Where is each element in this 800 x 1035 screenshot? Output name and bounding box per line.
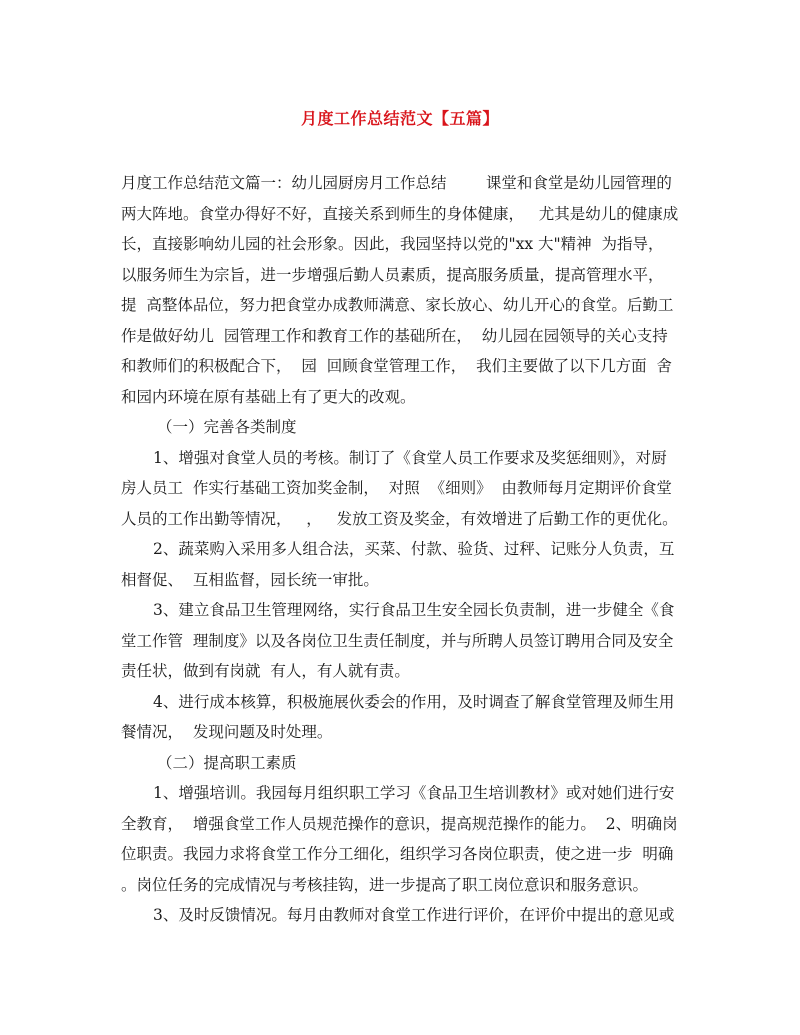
text-line: 全教育， 增强食堂工作人员规范操作的意识，提高规范操作的能力。 2、明确岗 bbox=[121, 814, 678, 833]
text-line: 位职责。我园力求将食堂工作分工细化，组织学习各岗位职责，使之进一步 明确 bbox=[121, 845, 674, 863]
text-line: 人员的工作出勤等情况， ， 发放工资及奖金，有效增进了后勤工作的更优化。 bbox=[121, 509, 678, 528]
text-line: 2、蔬菜购入采用多人组合法，买菜、付款、验货、过秤、记账分人负责，互 bbox=[153, 540, 675, 558]
text-line: 1、增强培训。我园每月组织职工学习《食品卫生培训教材》或对她们进行安 bbox=[153, 784, 675, 802]
text-line: 责任状，做到有岗就 有人，有人就有责。 bbox=[121, 662, 410, 680]
text-line: 3、及时反馈情况。每月由教师对食堂工作进行评价，在评价中提出的意见或 bbox=[153, 906, 675, 924]
text-line: 餐情况， 发现问题及时处理。 bbox=[121, 723, 333, 741]
section-heading: （二）提高职工素质 bbox=[157, 753, 297, 772]
text-line: 堂工作管 理制度》以及各岗位卫生责任制度，并与所聘人员签订聘用合同及安全 bbox=[121, 631, 674, 650]
section-heading: （一）完善各类制度 bbox=[157, 418, 297, 436]
text-line: 提 高整体品位，努力把食堂办成教师满意、家长放心、幼儿开心的食堂。后勤工 bbox=[121, 296, 674, 314]
text-line: 和园内环境在原有基础上有了更大的改观。 bbox=[121, 387, 416, 406]
text-line: 月度工作总结范文篇一：幼儿园厨房月工作总结 课堂和食堂是幼儿园管理的 bbox=[121, 174, 672, 192]
text-line: 两大阵地。食堂办得好不好，直接关系到师生的身体健康， 尤其是幼儿的健康成 bbox=[121, 204, 679, 223]
document-title: 月度工作总结范文【五篇】 bbox=[300, 109, 499, 128]
text-line: 房人员工 作实行基础工资加奖金制， 对照 《细则》 由教师每月定期评价食堂 bbox=[121, 479, 672, 497]
text-line: 长，直接影响幼儿园的社会形象。因此，我园坚持以党的"xx 大"精神 为指导， bbox=[121, 235, 664, 253]
text-line: 和教师们的积极配合下， 园 回顾食堂管理工作， 我们主要做了以下几方面 舍 bbox=[121, 357, 672, 375]
text-line: 。岗位任务的完成情况与考核挂钩，进一步提高了职工岗位意识和服务意识。 bbox=[121, 875, 649, 894]
text-line: 4、进行成本核算，积极施展伙委会的作用，及时调查了解食堂管理及师生用 bbox=[153, 692, 675, 711]
text-line: 1、增强对食堂人员的考核。制订了《食堂人员工作要求及奖惩细则》，对厨 bbox=[153, 448, 667, 467]
text-line: 作是做好幼儿 园管理工作和教育工作的基础所在， 幼儿园在园领导的关心支持 bbox=[121, 326, 668, 345]
text-line: 3、建立食品卫生管理网络，实行食品卫生安全园长负责制，进一步健全《食 bbox=[153, 601, 675, 619]
text-line: 以服务师生为宗旨，进一步增强后勤人员素质，提高服务质量，提高管理水平， bbox=[121, 265, 664, 284]
text-line: 相督促、 互相监督，园长统一审批。 bbox=[121, 570, 379, 589]
document-body bbox=[121, 168, 681, 931]
